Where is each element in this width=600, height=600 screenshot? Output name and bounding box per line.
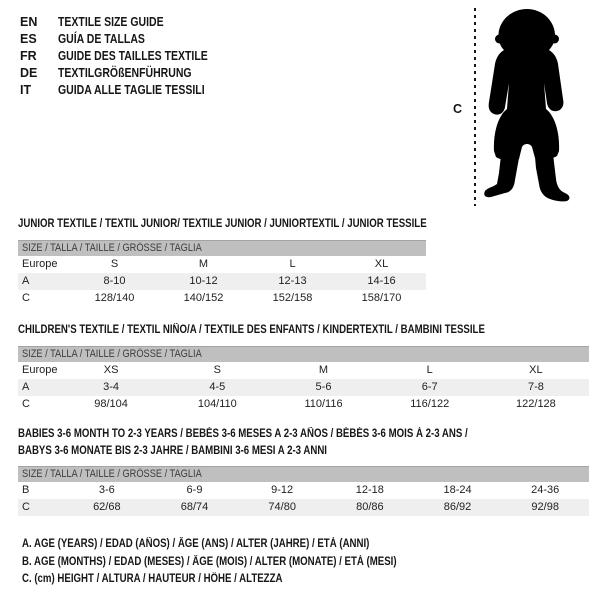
age-cell: 4-5 [209, 381, 226, 393]
children-size-table [18, 346, 589, 413]
language-list [20, 13, 236, 98]
babies-section-title [18, 426, 553, 460]
height-measure-dotted-line [474, 8, 476, 206]
size-cell: L [426, 364, 433, 376]
height-cell: 110/116 [304, 398, 343, 410]
row-label: Europe [22, 258, 58, 270]
language-code: ES [20, 31, 37, 46]
height-cell: 158/170 [361, 292, 402, 304]
row-label: B [22, 484, 30, 496]
size-header-band [18, 346, 589, 362]
age-cell: 18-24 [443, 484, 472, 496]
language-row-en [20, 13, 236, 30]
babies-section-title-line2: BABYS 3-6 MONATE BIS 2-3 JAHRE / BAMBINI 3-6 MESI A 2-3 ANNI [18, 445, 327, 457]
table-row-height [18, 396, 589, 413]
height-cell: 74/80 [268, 501, 296, 513]
language-row-de [20, 64, 236, 81]
footnote-a [22, 536, 468, 554]
size-cell: M [198, 258, 209, 270]
table-row-age-months [18, 482, 589, 499]
height-cell: 92/98 [531, 501, 559, 513]
language-code: EN [20, 14, 38, 29]
age-cell: 3-6 [98, 484, 115, 496]
row-label: A [22, 275, 30, 287]
age-cell: 6-7 [421, 381, 438, 393]
size-header-text: SIZE / TALLA / TAILLE / GRÖSSE / TAGLIA [22, 242, 202, 254]
row-label: C [22, 292, 30, 304]
language-code: IT [20, 82, 32, 97]
height-cell: 80/86 [356, 501, 384, 513]
age-cell: 24-36 [531, 484, 560, 496]
language-title: GUÍA DE TALLAS [58, 31, 145, 46]
age-cell: 8-10 [103, 275, 126, 287]
children-section-title-text: CHILDREN'S TEXTILE / TEXTIL NIÑO/A / TEXTILE DES ENFANTS / KINDERTEXTIL / BAMBINI TESSILE [18, 324, 485, 336]
junior-size-table [18, 240, 426, 307]
age-cell: 7-8 [527, 381, 544, 393]
size-cell: S [213, 364, 221, 376]
table-row-europe [18, 256, 426, 273]
height-cell: 86/92 [443, 501, 472, 513]
junior-section-title-text: JUNIOR TEXTILE / TEXTIL JUNIOR/ TEXTILE JUNIOR / JUNIORTEXTIL / JUNIOR TESSILE [18, 218, 427, 230]
height-measure-label: C [453, 102, 463, 116]
height-cell: 98/104 [94, 398, 128, 410]
babies-size-table [18, 466, 589, 516]
footnote-c-text: C. (cm) HEIGHT / ALTURA / HAUTEUR / HÖHE / ALTEZZA [22, 573, 283, 585]
age-cell: 5-6 [315, 381, 332, 393]
size-header-band [18, 466, 589, 482]
babies-section-title-line1: BABIES 3-6 MONTH TO 2-3 YEARS / BEBÉS 3-6 MESES A 2-3 AÑOS / BÉBÉS 3-6 MOIS À 2-3 ANS / [18, 428, 468, 440]
language-code: DE [20, 65, 38, 80]
table-row-age [18, 379, 589, 396]
size-header-band [18, 240, 426, 256]
row-label: C [22, 398, 30, 410]
children-section-title [18, 322, 574, 339]
age-cell: 12-13 [278, 275, 307, 287]
table-row-height [18, 499, 589, 516]
age-cell: 6-9 [186, 484, 203, 496]
junior-section-title [18, 216, 504, 233]
table-row-height [18, 290, 426, 307]
height-cell: 122/128 [516, 398, 556, 410]
height-cell: 62/68 [93, 501, 121, 513]
baby-silhouette-icon [478, 3, 578, 208]
footnote-a-text: A. AGE (YEARS) / EDAD (AÑOS) / ÂGE (ANS) / ALTER (JAHRE) / ETÀ (ANNI) [22, 538, 370, 550]
row-label: C [22, 501, 30, 513]
age-cell: 12-18 [355, 484, 384, 496]
table-row-age [18, 273, 426, 290]
size-cell: L [289, 258, 296, 270]
language-title: GUIDA ALLE TAGLIE TESSILI [58, 82, 205, 97]
footnote-b [22, 554, 468, 572]
age-cell: 10-12 [189, 275, 218, 287]
footnote-c [22, 571, 468, 589]
age-cell: 3-4 [103, 381, 120, 393]
size-cell: M [318, 364, 329, 376]
footnotes [22, 536, 468, 589]
age-cell: 9-12 [271, 484, 294, 496]
language-row-it [20, 81, 236, 98]
size-header-text: SIZE / TALLA / TAILLE / GRÖSSE / TAGLIA [22, 348, 202, 360]
size-cell: S [110, 258, 119, 270]
row-label: A [22, 381, 30, 393]
language-row-es [20, 30, 236, 47]
age-cell: 14-16 [367, 275, 396, 287]
language-title: TEXTILE SIZE GUIDE [58, 14, 164, 29]
height-cell: 104/110 [197, 398, 237, 410]
size-cell: XS [103, 364, 119, 376]
size-header-text: SIZE / TALLA / TAILLE / GRÖSSE / TAGLIA [22, 468, 202, 480]
height-cell: 128/140 [94, 292, 135, 304]
size-cell: XL [374, 258, 389, 270]
height-cell: 116/122 [410, 398, 450, 410]
height-cell: 140/152 [183, 292, 224, 304]
language-code: FR [20, 48, 37, 63]
height-cell: 152/158 [272, 292, 313, 304]
table-row-europe [18, 362, 589, 379]
language-title: TEXTILGRÖßENFÜHRUNG [58, 65, 192, 80]
language-title: GUIDE DES TAILLES TEXTILE [58, 48, 208, 63]
row-label: Europe [22, 364, 58, 376]
size-cell: XL [529, 364, 543, 376]
language-row-fr [20, 47, 236, 64]
height-cell: 68/74 [180, 501, 209, 513]
footnote-b-text: B. AGE (MONTHS) / EDAD (MESES) / ÂGE (MOIS) / ALTER (MONATE) / ETÀ (MESI) [22, 555, 397, 568]
